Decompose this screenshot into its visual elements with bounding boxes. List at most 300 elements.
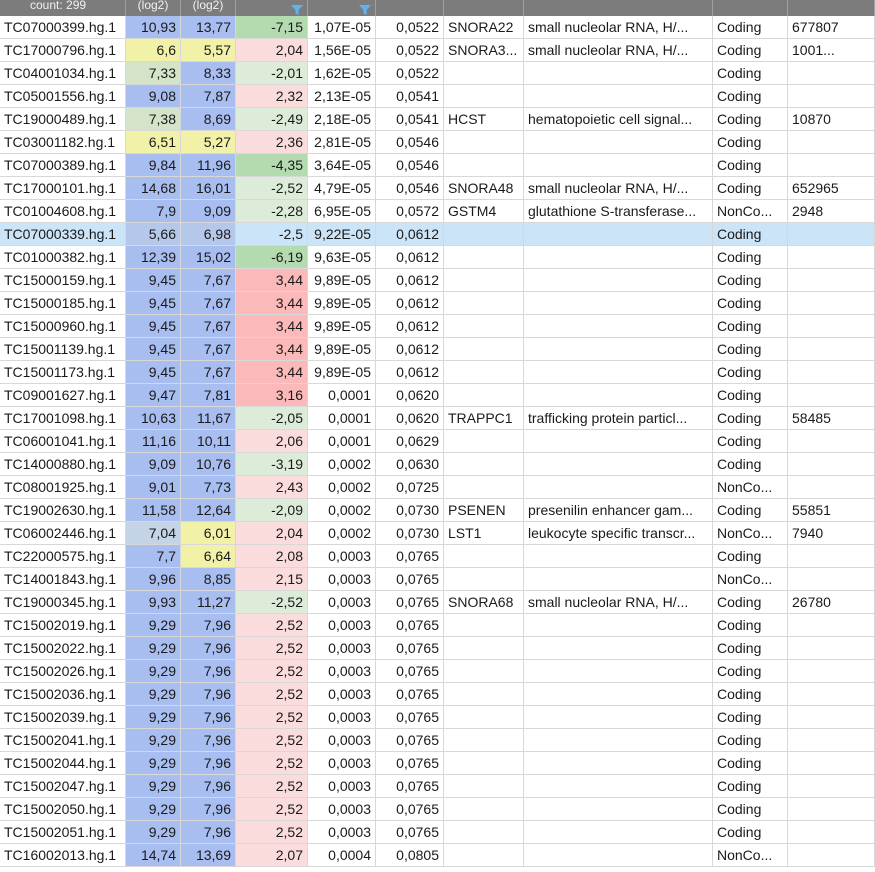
description-cell — [524, 62, 713, 85]
expression-b-cell: 7,67 — [181, 269, 236, 292]
fold-change-cell: 3,44 — [236, 338, 308, 361]
fdr-value-cell: 0,0765 — [376, 568, 444, 591]
p-value-cell: 0,0004 — [308, 844, 376, 867]
expression-b-cell: 7,73 — [181, 476, 236, 499]
description-cell — [524, 430, 713, 453]
expression-a-cell: 9,29 — [126, 660, 181, 683]
table-row[interactable] — [0, 637, 875, 660]
fold-change-cell: 2,52 — [236, 706, 308, 729]
table-row[interactable] — [0, 752, 875, 775]
type-cell: Coding — [713, 499, 788, 522]
p-value-cell: 0,0001 — [308, 407, 376, 430]
transcript-cluster-id: TC15002036.hg.1 — [0, 683, 126, 706]
p-value-cell: 0,0003 — [308, 637, 376, 660]
expression-a-cell: 11,16 — [126, 430, 181, 453]
row-count-label: count: 299 — [0, 0, 126, 16]
table-row[interactable] — [0, 729, 875, 752]
transcript-cluster-id: TC15000960.hg.1 — [0, 315, 126, 338]
entrez-id-cell: 1001... — [788, 39, 875, 62]
description-cell — [524, 384, 713, 407]
column-header-type[interactable] — [713, 0, 788, 16]
entrez-id-cell — [788, 821, 875, 844]
gene-symbol-cell — [444, 775, 524, 798]
gene-symbol-cell — [444, 706, 524, 729]
p-value-cell: 6,95E-05 — [308, 200, 376, 223]
fdr-value-cell: 0,0765 — [376, 591, 444, 614]
expression-a-cell: 6,51 — [126, 131, 181, 154]
p-value-cell: 1,62E-05 — [308, 62, 376, 85]
type-cell: Coding — [713, 614, 788, 637]
transcript-cluster-id: TC15001173.hg.1 — [0, 361, 126, 384]
type-cell: Coding — [713, 154, 788, 177]
fdr-value-cell: 0,0612 — [376, 246, 444, 269]
expression-b-cell: 9,09 — [181, 200, 236, 223]
expression-b-cell: 7,96 — [181, 798, 236, 821]
type-cell: Coding — [713, 361, 788, 384]
table-row[interactable] — [0, 315, 875, 338]
p-value-cell: 2,18E-05 — [308, 108, 376, 131]
table-row[interactable] — [0, 338, 875, 361]
transcript-cluster-id: TC01004608.hg.1 — [0, 200, 126, 223]
gene-symbol-cell: HCST — [444, 108, 524, 131]
expression-b-cell: 5,57 — [181, 39, 236, 62]
fold-change-cell: 2,52 — [236, 729, 308, 752]
type-cell: Coding — [713, 752, 788, 775]
fdr-value-cell: 0,0620 — [376, 384, 444, 407]
table-row[interactable] — [0, 131, 875, 154]
table-row[interactable] — [0, 453, 875, 476]
gene-symbol-cell: SNORA48 — [444, 177, 524, 200]
table-row[interactable] — [0, 407, 875, 430]
description-cell — [524, 246, 713, 269]
description-cell: glutathione S-transferase... — [524, 200, 713, 223]
gene-symbol-cell — [444, 637, 524, 660]
transcript-cluster-id: TC15000185.hg.1 — [0, 292, 126, 315]
table-row[interactable] — [0, 85, 875, 108]
gene-symbol-cell — [444, 614, 524, 637]
gene-symbol-cell — [444, 430, 524, 453]
description-cell — [524, 292, 713, 315]
fdr-value-cell: 0,0765 — [376, 798, 444, 821]
gene-symbol-cell — [444, 545, 524, 568]
gene-symbol-cell: SNORA68 — [444, 591, 524, 614]
expression-b-cell: 7,81 — [181, 384, 236, 407]
fdr-value-cell: 0,0630 — [376, 453, 444, 476]
table-row[interactable] — [0, 177, 875, 200]
gene-symbol-cell: PSENEN — [444, 499, 524, 522]
fdr-value-cell: 0,0612 — [376, 361, 444, 384]
expression-b-cell: 13,69 — [181, 844, 236, 867]
fold-change-cell: 2,43 — [236, 476, 308, 499]
expression-a-cell: 9,45 — [126, 338, 181, 361]
table-row[interactable] — [0, 223, 875, 246]
expression-b-cell: 7,96 — [181, 660, 236, 683]
column-header-entrez-id[interactable] — [788, 0, 875, 16]
column-header-description[interactable] — [524, 0, 713, 16]
type-cell: Coding — [713, 62, 788, 85]
fold-change-cell: -2,49 — [236, 108, 308, 131]
filter-funnel-icon[interactable] — [359, 5, 371, 15]
entrez-id-cell — [788, 269, 875, 292]
type-cell: NonCo... — [713, 844, 788, 867]
expression-a-cell: 5,66 — [126, 223, 181, 246]
expression-a-cell: 9,29 — [126, 798, 181, 821]
expression-b-cell: 7,67 — [181, 338, 236, 361]
p-value-cell: 0,0003 — [308, 568, 376, 591]
table-row[interactable] — [0, 614, 875, 637]
fold-change-cell: -2,09 — [236, 499, 308, 522]
gene-symbol-cell — [444, 453, 524, 476]
expression-b-cell: 7,96 — [181, 821, 236, 844]
column-header-log2-b[interactable]: (log2) — [181, 0, 236, 16]
transcript-cluster-id: TC17000101.hg.1 — [0, 177, 126, 200]
entrez-id-cell — [788, 338, 875, 361]
fold-change-cell: -2,52 — [236, 177, 308, 200]
type-cell: NonCo... — [713, 476, 788, 499]
gene-symbol-cell — [444, 683, 524, 706]
expression-a-cell: 9,45 — [126, 361, 181, 384]
type-cell: NonCo... — [713, 522, 788, 545]
fdr-value-cell: 0,0620 — [376, 407, 444, 430]
fold-change-cell: 2,52 — [236, 821, 308, 844]
column-header-fdr[interactable] — [376, 0, 444, 16]
gene-symbol-cell: LST1 — [444, 522, 524, 545]
p-value-cell: 1,07E-05 — [308, 16, 376, 39]
entrez-id-cell — [788, 545, 875, 568]
expression-a-cell: 9,93 — [126, 591, 181, 614]
p-value-cell: 9,89E-05 — [308, 269, 376, 292]
transcript-cluster-id: TC15000159.hg.1 — [0, 269, 126, 292]
type-cell: Coding — [713, 108, 788, 131]
description-cell — [524, 338, 713, 361]
table-row[interactable] — [0, 683, 875, 706]
table-row[interactable] — [0, 798, 875, 821]
expression-b-cell: 15,02 — [181, 246, 236, 269]
expression-a-cell: 9,01 — [126, 476, 181, 499]
fdr-value-cell: 0,0522 — [376, 62, 444, 85]
type-cell: Coding — [713, 131, 788, 154]
p-value-cell: 0,0002 — [308, 499, 376, 522]
fold-change-cell: 2,08 — [236, 545, 308, 568]
p-value-cell: 0,0003 — [308, 798, 376, 821]
entrez-id-cell — [788, 752, 875, 775]
description-cell — [524, 614, 713, 637]
description-cell — [524, 660, 713, 683]
p-value-cell: 0,0002 — [308, 476, 376, 499]
gene-symbol-cell — [444, 246, 524, 269]
gene-symbol-cell — [444, 223, 524, 246]
description-cell — [524, 269, 713, 292]
p-value-cell: 1,56E-05 — [308, 39, 376, 62]
entrez-id-cell — [788, 798, 875, 821]
description-cell — [524, 637, 713, 660]
description-cell — [524, 844, 713, 867]
expression-b-cell: 7,96 — [181, 614, 236, 637]
description-cell — [524, 775, 713, 798]
table-row[interactable] — [0, 568, 875, 591]
gene-symbol-cell — [444, 62, 524, 85]
fdr-value-cell: 0,0765 — [376, 821, 444, 844]
fdr-value-cell: 0,0612 — [376, 269, 444, 292]
entrez-id-cell — [788, 315, 875, 338]
expression-a-cell: 9,29 — [126, 637, 181, 660]
p-value-cell: 0,0003 — [308, 821, 376, 844]
fdr-value-cell: 0,0765 — [376, 706, 444, 729]
description-cell — [524, 798, 713, 821]
fdr-value-cell: 0,0765 — [376, 729, 444, 752]
entrez-id-cell: 2948 — [788, 200, 875, 223]
entrez-id-cell — [788, 85, 875, 108]
table-row[interactable] — [0, 361, 875, 384]
gene-symbol-cell — [444, 729, 524, 752]
column-header-gene-symbol[interactable] — [444, 0, 524, 16]
type-cell: Coding — [713, 798, 788, 821]
type-cell: Coding — [713, 591, 788, 614]
type-cell: Coding — [713, 223, 788, 246]
description-cell — [524, 453, 713, 476]
fold-change-cell: -7,15 — [236, 16, 308, 39]
table-row[interactable] — [0, 821, 875, 844]
fdr-value-cell: 0,0805 — [376, 844, 444, 867]
expression-b-cell: 11,27 — [181, 591, 236, 614]
transcript-cluster-id: TC04001034.hg.1 — [0, 62, 126, 85]
expression-a-cell: 9,45 — [126, 269, 181, 292]
entrez-id-cell: 10870 — [788, 108, 875, 131]
p-value-cell: 9,89E-05 — [308, 361, 376, 384]
expression-a-cell: 9,29 — [126, 752, 181, 775]
table-row[interactable] — [0, 499, 875, 522]
expression-b-cell: 12,64 — [181, 499, 236, 522]
entrez-id-cell — [788, 430, 875, 453]
table-row[interactable] — [0, 200, 875, 223]
expression-a-cell: 9,29 — [126, 683, 181, 706]
entrez-id-cell: 7940 — [788, 522, 875, 545]
gene-symbol-cell — [444, 131, 524, 154]
expression-a-cell: 9,29 — [126, 706, 181, 729]
expression-b-cell: 11,96 — [181, 154, 236, 177]
gene-symbol-cell — [444, 85, 524, 108]
fold-change-cell: -2,05 — [236, 407, 308, 430]
transcript-cluster-id: TC22000575.hg.1 — [0, 545, 126, 568]
column-header-log2-a[interactable]: (log2) — [126, 0, 181, 16]
table-row[interactable] — [0, 292, 875, 315]
fdr-value-cell: 0,0765 — [376, 775, 444, 798]
p-value-cell: 0,0003 — [308, 660, 376, 683]
description-cell — [524, 821, 713, 844]
description-cell — [524, 706, 713, 729]
table-row[interactable] — [0, 476, 875, 499]
fdr-value-cell: 0,0765 — [376, 660, 444, 683]
expression-a-cell: 9,96 — [126, 568, 181, 591]
p-value-cell: 3,64E-05 — [308, 154, 376, 177]
column-header-p-value[interactable] — [308, 0, 376, 16]
description-cell: small nucleolar RNA, H/... — [524, 16, 713, 39]
transcript-cluster-id: TC15002050.hg.1 — [0, 798, 126, 821]
fold-change-cell: 2,52 — [236, 798, 308, 821]
gene-symbol-cell — [444, 154, 524, 177]
type-cell: Coding — [713, 16, 788, 39]
table-row[interactable] — [0, 430, 875, 453]
description-cell — [524, 361, 713, 384]
fold-change-cell: -4,35 — [236, 154, 308, 177]
fdr-value-cell: 0,0546 — [376, 131, 444, 154]
transcript-cluster-id: TC15001139.hg.1 — [0, 338, 126, 361]
expression-a-cell: 12,39 — [126, 246, 181, 269]
type-cell: Coding — [713, 683, 788, 706]
gene-symbol-cell — [444, 315, 524, 338]
table-row[interactable] — [0, 545, 875, 568]
table-row[interactable] — [0, 522, 875, 545]
entrez-id-cell — [788, 246, 875, 269]
description-cell — [524, 223, 713, 246]
expression-b-cell: 6,64 — [181, 545, 236, 568]
fold-change-cell: 2,06 — [236, 430, 308, 453]
table-row[interactable] — [0, 246, 875, 269]
table-header — [0, 0, 875, 16]
column-header-fold-change[interactable] — [236, 0, 308, 16]
fold-change-cell: -2,52 — [236, 591, 308, 614]
p-value-cell: 9,89E-05 — [308, 292, 376, 315]
expression-b-cell: 10,76 — [181, 453, 236, 476]
description-cell: hematopoietic cell signal... — [524, 108, 713, 131]
type-cell: Coding — [713, 821, 788, 844]
table-row[interactable] — [0, 384, 875, 407]
fold-change-cell: -3,19 — [236, 453, 308, 476]
expression-b-cell: 7,67 — [181, 361, 236, 384]
type-cell: Coding — [713, 706, 788, 729]
p-value-cell: 4,79E-05 — [308, 177, 376, 200]
transcript-cluster-id: TC19000345.hg.1 — [0, 591, 126, 614]
expression-b-cell: 7,96 — [181, 637, 236, 660]
transcript-cluster-id: TC17001098.hg.1 — [0, 407, 126, 430]
expression-b-cell: 7,96 — [181, 752, 236, 775]
expression-b-cell: 8,33 — [181, 62, 236, 85]
type-cell: Coding — [713, 407, 788, 430]
description-cell: leukocyte specific transcr... — [524, 522, 713, 545]
transcript-cluster-id: TC03001182.hg.1 — [0, 131, 126, 154]
gene-symbol-cell — [444, 269, 524, 292]
table-row[interactable] — [0, 39, 875, 62]
p-value-cell: 0,0003 — [308, 775, 376, 798]
gene-symbol-cell — [444, 476, 524, 499]
table-row[interactable] — [0, 591, 875, 614]
entrez-id-cell: 58485 — [788, 407, 875, 430]
transcript-cluster-id: TC15002022.hg.1 — [0, 637, 126, 660]
transcript-cluster-id: TC16002013.hg.1 — [0, 844, 126, 867]
fdr-value-cell: 0,0546 — [376, 177, 444, 200]
expression-b-cell: 8,69 — [181, 108, 236, 131]
entrez-id-cell: 55851 — [788, 499, 875, 522]
fold-change-cell: 2,07 — [236, 844, 308, 867]
fold-change-cell: 2,52 — [236, 637, 308, 660]
table-row[interactable] — [0, 154, 875, 177]
entrez-id-cell — [788, 361, 875, 384]
gene-symbol-cell — [444, 338, 524, 361]
entrez-id-cell — [788, 476, 875, 499]
fold-change-cell: 3,44 — [236, 269, 308, 292]
expression-a-cell: 6,6 — [126, 39, 181, 62]
entrez-id-cell — [788, 614, 875, 637]
description-cell: small nucleolar RNA, H/... — [524, 39, 713, 62]
table-row[interactable] — [0, 108, 875, 131]
type-cell: Coding — [713, 660, 788, 683]
transcript-cluster-id: TC15002044.hg.1 — [0, 752, 126, 775]
fdr-value-cell: 0,0765 — [376, 752, 444, 775]
description-cell — [524, 131, 713, 154]
transcript-cluster-id: TC07000339.hg.1 — [0, 223, 126, 246]
fold-change-cell: 2,52 — [236, 775, 308, 798]
entrez-id-cell — [788, 775, 875, 798]
expression-b-cell: 7,96 — [181, 775, 236, 798]
entrez-id-cell — [788, 384, 875, 407]
filter-funnel-icon[interactable] — [291, 5, 303, 15]
fdr-value-cell: 0,0572 — [376, 200, 444, 223]
expression-a-cell: 9,08 — [126, 85, 181, 108]
fdr-value-cell: 0,0725 — [376, 476, 444, 499]
table-row[interactable] — [0, 844, 875, 867]
type-cell: Coding — [713, 775, 788, 798]
description-cell — [524, 683, 713, 706]
expression-b-cell: 7,67 — [181, 292, 236, 315]
fold-change-cell: 2,32 — [236, 85, 308, 108]
fdr-value-cell: 0,0730 — [376, 499, 444, 522]
table-row[interactable] — [0, 62, 875, 85]
fold-change-cell: -2,28 — [236, 200, 308, 223]
fold-change-cell: -2,5 — [236, 223, 308, 246]
expression-a-cell: 14,68 — [126, 177, 181, 200]
transcript-cluster-id: TC19002630.hg.1 — [0, 499, 126, 522]
transcript-cluster-id: TC14001843.hg.1 — [0, 568, 126, 591]
type-cell: Coding — [713, 384, 788, 407]
fold-change-cell: 2,52 — [236, 752, 308, 775]
transcript-cluster-id: TC15002026.hg.1 — [0, 660, 126, 683]
table-row[interactable] — [0, 16, 875, 39]
type-cell: Coding — [713, 453, 788, 476]
expression-a-cell: 9,09 — [126, 453, 181, 476]
entrez-id-cell: 26780 — [788, 591, 875, 614]
fold-change-cell: -6,19 — [236, 246, 308, 269]
entrez-id-cell: 652965 — [788, 177, 875, 200]
table-row[interactable] — [0, 706, 875, 729]
fdr-value-cell: 0,0541 — [376, 85, 444, 108]
expression-b-cell: 6,01 — [181, 522, 236, 545]
fdr-value-cell: 0,0522 — [376, 39, 444, 62]
entrez-id-cell — [788, 568, 875, 591]
table-row[interactable] — [0, 775, 875, 798]
entrez-id-cell — [788, 844, 875, 867]
table-row[interactable] — [0, 269, 875, 292]
transcript-cluster-id: TC15002019.hg.1 — [0, 614, 126, 637]
type-cell: Coding — [713, 177, 788, 200]
transcript-cluster-id: TC19000489.hg.1 — [0, 108, 126, 131]
type-cell: Coding — [713, 315, 788, 338]
transcript-cluster-id: TC06001041.hg.1 — [0, 430, 126, 453]
table-row[interactable] — [0, 660, 875, 683]
description-cell: presenilin enhancer gam... — [524, 499, 713, 522]
fdr-value-cell: 0,0541 — [376, 108, 444, 131]
expression-a-cell: 7,9 — [126, 200, 181, 223]
expression-a-cell: 9,84 — [126, 154, 181, 177]
fold-change-cell: 2,04 — [236, 39, 308, 62]
p-value-cell: 0,0002 — [308, 453, 376, 476]
type-cell: Coding — [713, 85, 788, 108]
p-value-cell: 9,22E-05 — [308, 223, 376, 246]
description-cell — [524, 476, 713, 499]
expression-a-cell: 7,7 — [126, 545, 181, 568]
expression-b-cell: 10,11 — [181, 430, 236, 453]
type-cell: Coding — [713, 338, 788, 361]
expression-a-cell: 7,38 — [126, 108, 181, 131]
